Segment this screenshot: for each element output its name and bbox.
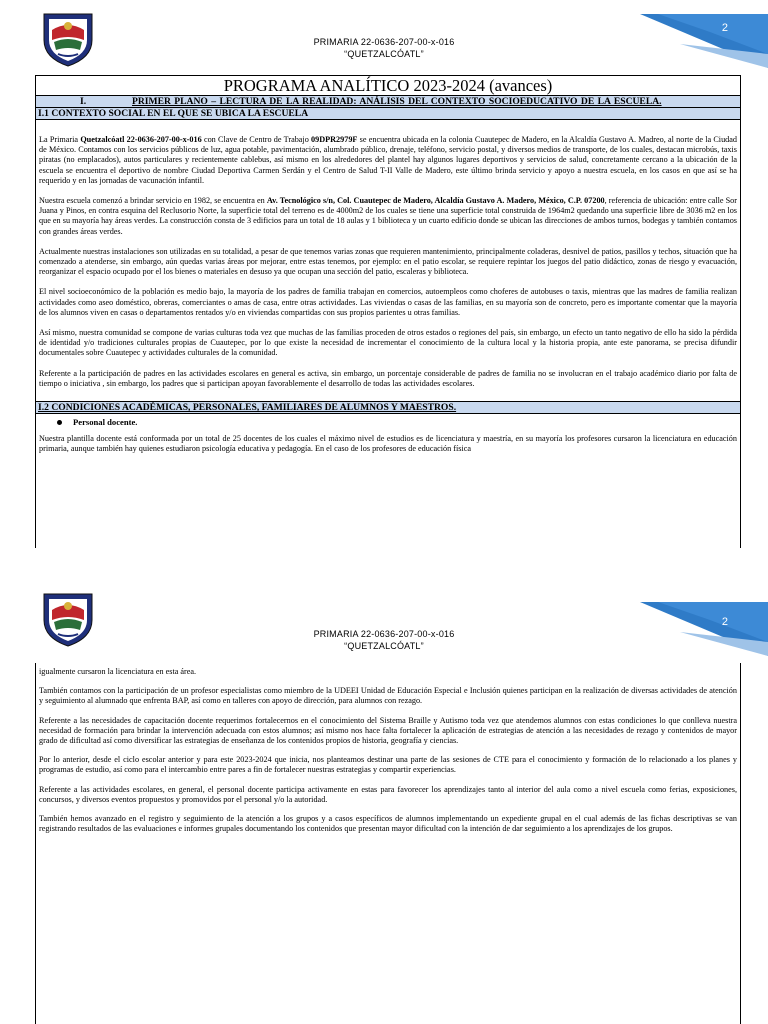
section-1-heading [36,96,740,108]
paragraph-udeei: También contamos con la participación de un profesor especialistas como miembro de la UDEEI Unidad de Educación Especial e Inclusión quienes participan en la realización de diversas actividades de atención y seguimiento al alumnado que enfrenta BAP, así como en talleres con apoyo de dirección, para alumnos con rezago. [39,686,737,706]
page-corner-decoration [640,602,768,656]
paragraph-socioeconomic: El nivel socioeconómico de la población es medio bajo, la mayoría de los padres de familia trabajan en comercios, autoempleos como choferes de autobuses o taxis, mientras que las madres de familia realizan actividades como aseo doméstico, obreras, comerciantes o amas de casa, entre otras actividades. Las viviendas o casas de las familias, en su mayoría son de concreto, pero es importante comentar que la mayoría de los alumnos viven en casas o departamentos rentados y/o en viviendas compartidas con sus propios parientes u otras familias. [39,287,737,317]
text-run: La Primaria [39,135,81,144]
school-name: “QUETZALCÓATL” [344,641,424,651]
school-address: Av. Tecnológico s/n, Col. Cuautepec de Madero, Alcaldía Gustavo A. Madero, México, C.P. 07200 [266,196,605,206]
section-1-2-body-continued [36,663,740,834]
paragraph-group-records: También hemos avanzado en el registro y seguimiento de la atención a los grupos y a casos específicos de alumnos implementando un expediente grupal en el cual además de las fichas descriptivas se van registrando resultados de las evaluaciones e informes grupales documentando los contenidos que presentan mayor dificultad con la intención de dar seguimiento a los aprendizajes de los grupos. [39,814,737,834]
school-code: PRIMARIA 22-0636-207-00-x-016 [313,629,455,639]
bullet-personal-docente [36,414,740,434]
paragraph-culture: Así mismo, nuestra comunidad se compone de varias culturas toda vez que muchas de las familias proceden de otros estados o regiones del país, sin embargo, un efecto un tanto negativo de ello ha sido la pérdida de identidad y/o tradiciones culturales propias de Cuautepec, por lo que existe la necesidad de incrementar el conocimiento de la cultura local y la historia propia, ante este panorama, se precisa difundir documentales sobre Cuautepec y actividades culturales de la comunidad. [39,328,737,358]
section-1-2-heading: I.2 CONDICIONES ACADÉMICAS, PERSONALES, FAMILIARES DE ALUMNOS Y MAESTROS. [36,401,740,414]
section-1-title: PRIMER PLANO – LECTURA DE LA REALIDAD: ANÁLISIS DEL CONTEXTO SOCIOEDUCATIVO DE LA ESCUELA. [132,96,662,107]
work-center-key: 09DPR2979F [311,135,358,144]
document-title: PROGRAMA ANALÍTICO 2023-2024 (avances) [36,76,740,96]
paragraph-facilities: Actualmente nuestras instalaciones son utilizadas en su totalidad, a pesar de que tenemos varias zonas que requieren mantenimiento, principalmente coladeras, desnivel de patios, pasillos y techos, situación que ha comenzado a atenderse, sin embargo, aún quedas varias áreas por mejorar, entre estas tenemos, por ejemplo: en el patio escolar, se requiere repintar los juegos del patio didáctico, zonas de riesgo y evacuación, reorganizar el espacio ocupado por el los bienes o materiales en desuso ya que ocupan una sección del patio, escaleras y biblioteca. [39,246,737,277]
text-run: se encuentra ubicada en la colonia Cuautepec de Madero, en la Alcaldía Gustavo A. Madreo, al norte de la Ciudad de México. Contamos con los servicios públicos de luz, agua potable, pavimentación, alumbrado público, drenaje, teléfono, servicio postal, y diversos medios de transporte, de los cuales, destacan microbús, taxis piratas (no emplacados), autos particulares y recientemente cablebus, así mismo en los alrededores del plantel hay algunos lugares deportivos y servicios de salud, concretamente cercano a la ubicación de la escuela se encuentra el deportivo de nombre Ciudad Deportiva Carmen Serdán y el Centro de Salud T-II Valle de Madero, este último brinda servicio y apoyo a nuestra escuela, en los casos en que así se ha requerido y en las jornadas de vacunación infantil. [39,135,737,185]
page-number: 2 [721,616,728,628]
text-run: , referencia de ubicación: entre calle Sor Juana y Pinos, en contra esquina del Reclusorio Norte, la superficie total del terreno es de 4000m2 de los cuales se tiene una superficie total construida de 1964m2 quedando una superficie libre de 3036 m2 en los que en su mayoría hay áreas verdes. La construcción consta de 3 edificios para un total de 18 aulas y 1 biblioteca y un cuarto edificio donde se ubican las direcciones de ambos turnos, bodegas y también contamos con grandes áreas verdes. [39,196,737,236]
paragraph-cte-sessions: Por lo anterior, desde el ciclo escolar anterior y para este 2023-2024 que inicia, nos planteamos destinar una parte de las sesiones de CTE para el conocimiento y formación de lo relacionado a los planes y programas de estudio, así como para el intercambio entre pares a fin de fortalecer nuestras estrategias y compartir experiencias. [39,755,737,775]
page-gap [0,548,768,580]
bullet-label: Personal docente. [73,417,138,428]
section-1-1-body [36,120,740,389]
text-run: con Clave de Centro de Trabajo [201,135,312,144]
paragraph-training-needs: Referente a las necesidades de capacitación docente requerimos fortalecernos en el conocimiento del Sistema Braille y Autismo toda vez que atendemos alumnos con estas condiciones lo que conlleva nuestra necesidad de formación para brindar la intervención adecuada con estos alumnos; así mismo nos hace falta fortalecer la aplicación de estrategias de atención a las necesidades de rezago y contenidos de mayor grado de dificultad así como diversificar las estrategias de enseñanza de los contenidos propios de historia, geografía y ciencias. [39,715,737,746]
section-1-1-heading: I.1 CONTEXTO SOCIAL EN EL QUE SE UBICA LA ESCUELA [36,108,740,120]
paragraph-pe-teachers: igualmente cursaron la licenciatura en esta área. [39,667,197,676]
section-1-2-body [36,434,740,454]
section-1-number: I. [80,96,87,107]
paragraph-history [39,196,737,237]
paragraph-school-activities: Referente a las actividades escolares, en general, el personal docente participa activamente en estas para favorecer los aprendizajes tanto al interior del aula como a nivel escuela como ferias, exposiciones, concursos, y diversos eventos propuestos y promovidos por el personal y/o la autoridad. [39,784,737,804]
school-name-bold: Quetzalcóatl 22-0636-207-00-x-016 [80,135,202,144]
document-frame [35,75,741,548]
paragraph-teaching-staff: Nuestra plantilla docente está conformada por un total de 25 docentes de los cuales el máximo nivel de estudios es de licenciatura y maestría, en su mayoría los profesores cursaron la licenciatura en educación primaria, aunque también hay quienes estudiaron psicología educativa y pedagogía. En el caso de los profesores de educación física [39,434,737,454]
school-name: “QUETZALCÓATL” [344,49,424,59]
page-corner-decoration [640,14,768,68]
page-number: 2 [721,22,728,34]
school-crest-logo [40,590,96,648]
text-run: Nuestra escuela comenzó a brindar servicio en 1982, se encuentra en [39,196,267,206]
document-page-2 [0,580,768,1024]
school-code: PRIMARIA 22-0636-207-00-x-016 [313,37,455,47]
paragraph-location [39,135,737,186]
paragraph-parents: Referente a la participación de padres en las actividades escolares en general es activa, sin embargo, un porcentaje considerable de padres de familia no se involucran en el trabajo académico diario por falta de tiempo o iniciativa , sin embargo, los padres que si participan apoyan favorablemente el desarrollo de todas las actividades escolares. [39,368,737,388]
bullet-dot [57,420,62,425]
document-frame [35,663,741,1024]
